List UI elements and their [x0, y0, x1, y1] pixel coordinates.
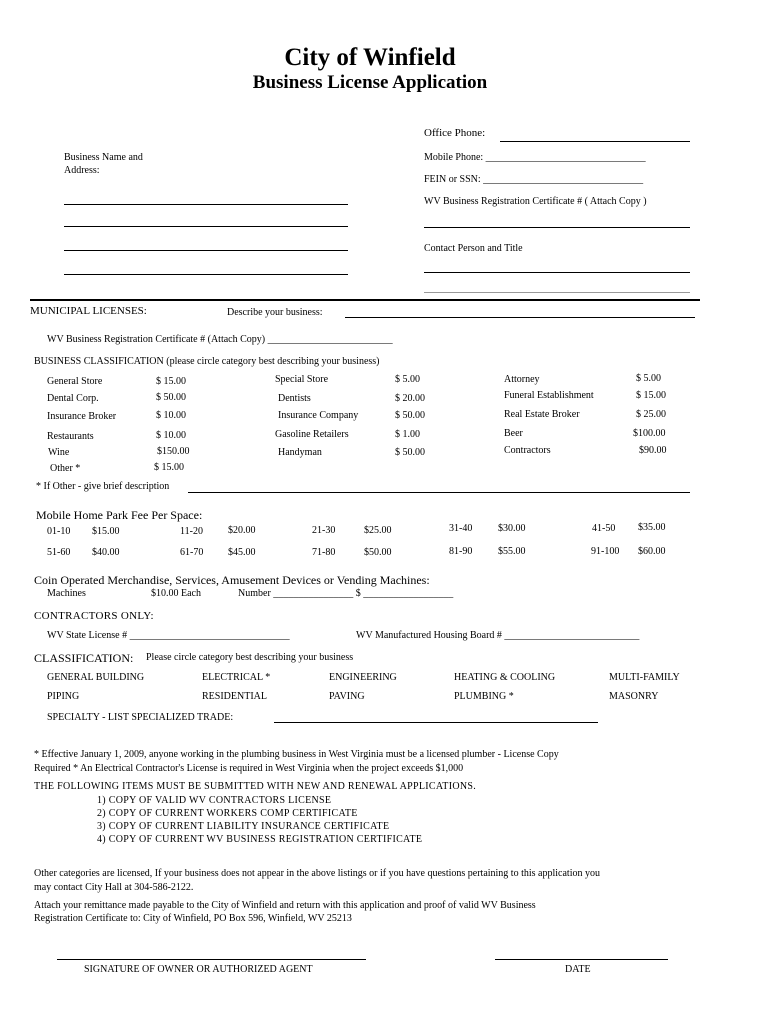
class-option[interactable]: Beer: [504, 428, 523, 439]
class-option[interactable]: Insurance Broker: [47, 411, 117, 422]
mh-range[interactable]: 21-30: [312, 525, 336, 536]
describe-business-field[interactable]: [345, 317, 695, 318]
mh-range[interactable]: 31-40: [449, 523, 473, 534]
required-item: 2) COPY OF CURRENT WORKERS COMP CERTIFICATE: [97, 808, 358, 819]
describe-business-label: Describe your business:: [227, 307, 323, 318]
signature-label: SIGNATURE OF OWNER OR AUTHORIZED AGENT: [84, 964, 313, 975]
business-name-label: Business Name and: [64, 152, 143, 163]
class-fee: $ 15.00: [636, 390, 666, 401]
class-option[interactable]: Wine: [48, 447, 70, 458]
machines-fee: $10.00 Each: [151, 588, 201, 599]
class-fee: $ 10.00: [156, 410, 186, 421]
effective-note-line-2: Required * An Electrical Contractor's License is required in West Virginia when the project exceeds $1,000: [34, 763, 464, 774]
fein-field[interactable]: FEIN or SSN: ________________________________: [424, 174, 644, 185]
mh-fee: $15.00: [92, 526, 120, 537]
mh-fee: $35.00: [638, 522, 666, 533]
mh-fee: $40.00: [92, 547, 120, 558]
mh-range[interactable]: 51-60: [47, 547, 71, 558]
contractor-option[interactable]: PAVING: [329, 691, 365, 702]
contractor-option[interactable]: RESIDENTIAL: [202, 691, 267, 702]
contractor-class-subheading: Please circle category best describing your business: [146, 652, 354, 663]
specialty-label: SPECIALTY - LIST SPECIALIZED TRADE:: [47, 712, 234, 723]
wv-housing-board-field[interactable]: WV Manufactured Housing Board # ___________________________: [356, 630, 640, 641]
class-option[interactable]: Contractors: [504, 445, 551, 456]
required-item: 4) COPY OF CURRENT WV BUSINESS REGISTRATION CERTIFICATE: [97, 834, 423, 845]
machines-label: Machines: [47, 588, 86, 599]
date-field[interactable]: [495, 959, 668, 960]
class-option[interactable]: Attorney: [504, 374, 540, 385]
class-option[interactable]: Other *: [50, 463, 81, 474]
section-divider: [30, 299, 700, 301]
class-option[interactable]: Special Store: [275, 374, 329, 385]
mh-range[interactable]: 01-10: [47, 526, 71, 537]
class-fee: $ 50.00: [156, 392, 186, 403]
contractor-option[interactable]: PIPING: [47, 691, 80, 702]
mh-range[interactable]: 71-80: [312, 547, 336, 558]
class-fee: $150.00: [157, 446, 190, 457]
class-fee: $ 15.00: [154, 462, 184, 473]
contractor-option[interactable]: ENGINEERING: [329, 672, 397, 683]
class-option[interactable]: Restaurants: [47, 431, 94, 442]
effective-note-line-1: * Effective January 1, 2009, anyone working in the plumbing business in West Virginia must be a licensed plumber - License Copy: [34, 749, 559, 760]
contractor-option[interactable]: PLUMBING *: [454, 691, 514, 702]
class-fee: $ 25.00: [636, 409, 666, 420]
class-fee: $ 50.00: [395, 410, 425, 421]
contact-person-field[interactable]: [424, 272, 690, 273]
mh-range[interactable]: 41-50: [592, 523, 616, 534]
class-fee: $ 10.00: [156, 430, 186, 441]
classification-heading: BUSINESS CLASSIFICATION (please circle category best describing your business): [34, 356, 380, 367]
class-option[interactable]: Dentists: [278, 393, 311, 404]
wv-registration-label: WV Business Registration Certificate # ( Attach Copy ): [424, 196, 647, 207]
wv-state-license-field[interactable]: WV State License # ________________________________: [47, 630, 290, 641]
mh-range[interactable]: 91-100: [591, 546, 620, 557]
required-item: 3) COPY OF CURRENT LIABILITY INSURANCE CERTIFICATE: [97, 821, 390, 832]
contact-person-field-2[interactable]: [424, 292, 690, 293]
business-name-line-4[interactable]: [64, 274, 348, 275]
date-label: DATE: [565, 964, 591, 975]
mh-range[interactable]: 61-70: [180, 547, 204, 558]
class-option[interactable]: Insurance Company: [278, 410, 359, 421]
contractor-option[interactable]: GENERAL BUILDING: [47, 672, 145, 683]
mh-fee: $25.00: [364, 525, 392, 536]
class-fee: $ 15.00: [156, 376, 186, 387]
municipal-licenses-label: MUNICIPAL LICENSES:: [30, 305, 147, 317]
mh-fee: $50.00: [364, 547, 392, 558]
required-item: 1) COPY OF VALID WV CONTRACTORS LICENSE: [97, 795, 332, 806]
specialty-field[interactable]: [274, 722, 598, 723]
coin-operated-heading: Coin Operated Merchandise, Services, Amusement Devices or Vending Machines:: [34, 573, 430, 587]
required-items-heading: THE FOLLOWING ITEMS MUST BE SUBMITTED WITH NEW AND RENEWAL APPLICATIONS.: [34, 781, 477, 792]
mh-fee: $55.00: [498, 546, 526, 557]
contractor-option[interactable]: MULTI-FAMILY: [609, 672, 680, 683]
contractors-heading: CONTRACTORS ONLY:: [34, 610, 154, 622]
other-description-field[interactable]: [188, 492, 690, 493]
other-categories-line-1: Other categories are licensed, If your business does not appear in the above listings or if you have questions pertaining to this application you: [34, 868, 600, 879]
class-fee: $ 20.00: [395, 393, 425, 404]
attach-line-2: Registration Certificate to: City of Winfield, PO Box 596, Winfield, WV 25213: [34, 913, 352, 924]
class-fee: $ 50.00: [395, 447, 425, 458]
class-fee: $100.00: [633, 428, 666, 439]
class-fee: $ 1.00: [395, 429, 420, 440]
address-label: Address:: [64, 165, 100, 176]
signature-field[interactable]: [57, 959, 366, 960]
class-option[interactable]: Funeral Establishment: [504, 390, 594, 401]
mh-range[interactable]: 11-20: [180, 526, 203, 537]
office-phone-label: Office Phone:: [424, 127, 486, 139]
attach-line-1: Attach your remittance made payable to the City of Winfield and return with this application and proof of valid WV Business: [34, 900, 536, 911]
mh-fee: $45.00: [228, 547, 256, 558]
mh-fee: $20.00: [228, 525, 256, 536]
class-option[interactable]: Handyman: [278, 447, 322, 458]
contractor-option[interactable]: MASONRY: [609, 691, 659, 702]
contractor-option[interactable]: HEATING & COOLING: [454, 672, 556, 683]
business-name-line-2[interactable]: [64, 226, 348, 227]
municipal-wv-registration-field[interactable]: WV Business Registration Certificate # (Attach Copy) _________________________: [47, 334, 393, 345]
contractor-option[interactable]: ELECTRICAL *: [202, 672, 271, 683]
machines-number-field[interactable]: Number ________________ $ __________________: [238, 588, 454, 599]
other-description-label: * If Other - give brief description: [36, 481, 170, 492]
wv-registration-field[interactable]: [424, 227, 690, 228]
class-option[interactable]: General Store: [47, 376, 103, 387]
business-name-line-1[interactable]: [64, 204, 348, 205]
mobile-phone-field[interactable]: Mobile Phone: ________________________________: [424, 152, 646, 163]
other-categories-line-2: may contact City Hall at 304-586-2122.: [34, 882, 194, 893]
mobile-home-heading: Mobile Home Park Fee Per Space:: [36, 508, 203, 522]
class-fee: $ 5.00: [395, 374, 420, 385]
class-option[interactable]: Dental Corp.: [47, 393, 99, 404]
office-phone-field[interactable]: [500, 141, 690, 142]
class-option[interactable]: Gasoline Retailers: [275, 429, 349, 440]
page-subtitle: Business License Application: [252, 72, 488, 93]
contact-person-label: Contact Person and Title: [424, 243, 523, 254]
class-option[interactable]: Real Estate Broker: [504, 409, 580, 420]
mh-fee: $30.00: [498, 523, 526, 534]
class-fee: $90.00: [639, 445, 667, 456]
page-title: City of Winfield: [284, 44, 456, 71]
mh-fee: $60.00: [638, 546, 666, 557]
contractor-class-heading: CLASSIFICATION:: [34, 651, 134, 665]
business-name-line-3[interactable]: [64, 250, 348, 251]
class-fee: $ 5.00: [636, 373, 661, 384]
mh-range[interactable]: 81-90: [449, 546, 473, 557]
